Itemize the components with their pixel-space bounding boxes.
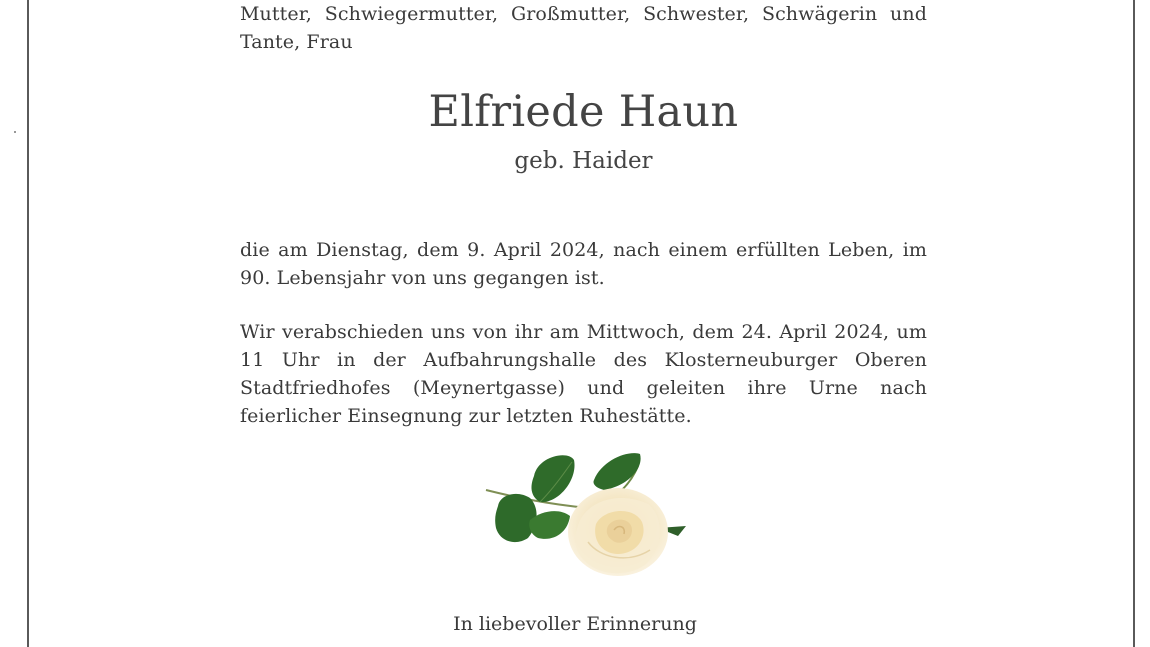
funeral-details-paragraph: Wir verabschieden uns von ihr am Mittwoch, dem 24. April 2024, um 11 Uhr in der Aufbahrungshalle des Klosterneuburger Oberen Stadtfriedhofes (Meynertgasse) und geleiten ihre Urne nach feierlicher Einsegnung zur letzten Ruhestätte. [240,321,927,427]
deceased-name: Elfriede Haun [428,87,739,137]
scan-speck [14,131,16,133]
intro-relations-text: Mutter, Schwiegermutter, Großmutter, Schwester, Schwägerin und Tante, Frau [240,3,927,53]
closing-remembrance: In liebevoller Erinnerung [453,613,697,635]
passing-paragraph: die am Dienstag, dem 9. April 2024, nach einem erfüllten Leben, im 90. Lebensjahr von uns gegangen ist. [240,239,927,289]
page-border-left [27,0,29,647]
maiden-name: geb. Haider [514,148,653,174]
white-rose-icon [478,446,698,582]
page-border-right [1133,0,1135,647]
